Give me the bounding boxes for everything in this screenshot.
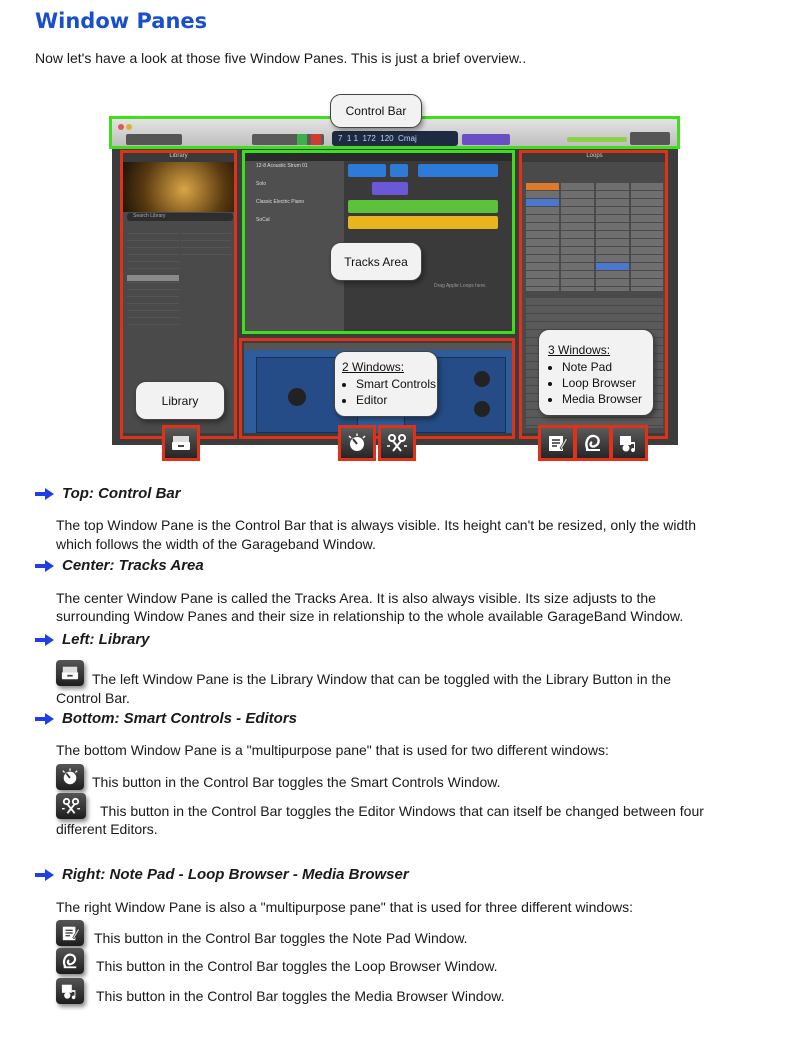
arrow-icon: [35, 488, 54, 500]
library-label: Library: [161, 393, 199, 408]
media-browser-text: This button in the Control Bar toggles the Media Browser Window.: [96, 988, 505, 1004]
library-callout: [135, 381, 225, 420]
loops-header: Loops: [522, 153, 667, 162]
smart-controls-button[interactable]: [338, 425, 376, 461]
media-browser-button[interactable]: [610, 425, 648, 461]
note-pad-icon: [546, 433, 568, 453]
loop-browser-text: This button in the Control Bar toggles the Loop Browser Window.: [96, 958, 498, 974]
section-heading-left: [35, 631, 150, 648]
section-heading-bottom: [35, 710, 297, 727]
smart-controls-text: This button in the Control Bar toggles the Smart Controls Window.: [92, 774, 501, 790]
loop-browser-button[interactable]: [574, 425, 612, 461]
control-bar-callout: [330, 94, 422, 128]
right-callout-item: • Note Pad: [562, 359, 653, 375]
note-pad-button[interactable]: [538, 425, 576, 461]
left-line-1: The left Window Pane is the Library Window that can be toggled with the Library Button in the: [92, 671, 671, 687]
library-icon: [170, 433, 192, 453]
drag-hint: Drag Apple Loops here.: [434, 283, 487, 289]
arrow-icon: [35, 869, 54, 881]
media-browser-icon: [56, 978, 84, 1004]
library-button[interactable]: [162, 425, 200, 461]
lcd-display: 7 1 1 172 120 Cmaj: [332, 131, 458, 146]
intro-text: Now let's have a look at those five Window Panes. This is just a brief overview..: [35, 50, 527, 66]
right-pane-callout: [538, 329, 654, 416]
right-callout-item: • Media Browser: [562, 391, 653, 407]
library-header: Library: [123, 153, 234, 162]
control-bar-label: Control Bar: [345, 104, 407, 118]
top-line-2: which follows the width of the Garageband Window.: [56, 536, 376, 552]
tracks-area-callout: [330, 242, 422, 281]
section-title: Left: Library: [62, 631, 150, 648]
loop-browser-icon: [56, 948, 84, 974]
center-line-2: surrounding Window Panes and their size in relationship to the whole available GarageBand Window.: [56, 608, 684, 624]
editor-icon: [386, 433, 408, 453]
section-title: Top: Control Bar: [62, 485, 181, 502]
editor-line-2: different Editors.: [56, 821, 158, 837]
bottom-callout-item: • Smart Controls: [356, 376, 437, 392]
top-line-1: The top Window Pane is the Control Bar that is always visible. Its height can't be resized, only the width: [56, 517, 696, 533]
section-heading-right: [35, 866, 409, 883]
section-title: Bottom: Smart Controls - Editors: [62, 710, 297, 727]
editor-icon: [56, 793, 86, 819]
editor-line-1: This button in the Control Bar toggles the Editor Windows that can itself be changed between four: [100, 803, 704, 819]
page-title: Window Panes: [35, 9, 208, 33]
library-search: Search Library: [127, 213, 233, 221]
smart-controls-icon: [346, 433, 368, 453]
note-pad-icon: [56, 920, 84, 946]
arrow-icon: [35, 560, 54, 572]
arrow-icon: [35, 634, 54, 646]
bottom-callout-item: • Editor: [356, 392, 437, 408]
smart-controls-icon: [56, 764, 84, 790]
center-line-1: The center Window Pane is called the Tracks Area. It is also always visible. Its size adjusts to the: [56, 590, 656, 606]
section-title: Right: Note Pad - Loop Browser - Media Browser: [62, 866, 409, 883]
library-icon: [56, 660, 84, 686]
track-header: 12-8 Acoustic Strum 01: [256, 163, 308, 169]
track-header: Classic Electric Piano: [256, 199, 305, 205]
section-title: Center: Tracks Area: [62, 557, 204, 574]
section-heading-top: [35, 485, 181, 502]
left-line-2: Control Bar.: [56, 690, 130, 706]
bottom-intro: The bottom Window Pane is a "multipurpose pane" that is used for two different windows:: [56, 742, 609, 758]
note-pad-text: This button in the Control Bar toggles the Note Pad Window.: [94, 930, 468, 946]
editor-button[interactable]: [378, 425, 416, 461]
bottom-pane-callout: [334, 351, 438, 417]
track-header: Solo: [256, 181, 267, 187]
arrow-icon: [35, 713, 54, 725]
bottom-callout-heading: 2 Windows:: [342, 360, 405, 374]
tracks-area-label: Tracks Area: [344, 254, 408, 269]
media-browser-icon: [618, 433, 640, 453]
right-intro: The right Window Pane is also a "multipurpose pane" that is used for three different windows:: [56, 899, 633, 915]
section-heading-center: [35, 557, 204, 574]
right-callout-heading: 3 Windows:: [548, 343, 611, 357]
loop-browser-icon: [582, 433, 604, 453]
track-header: SoCal: [256, 217, 270, 223]
right-callout-item: • Loop Browser: [562, 375, 653, 391]
